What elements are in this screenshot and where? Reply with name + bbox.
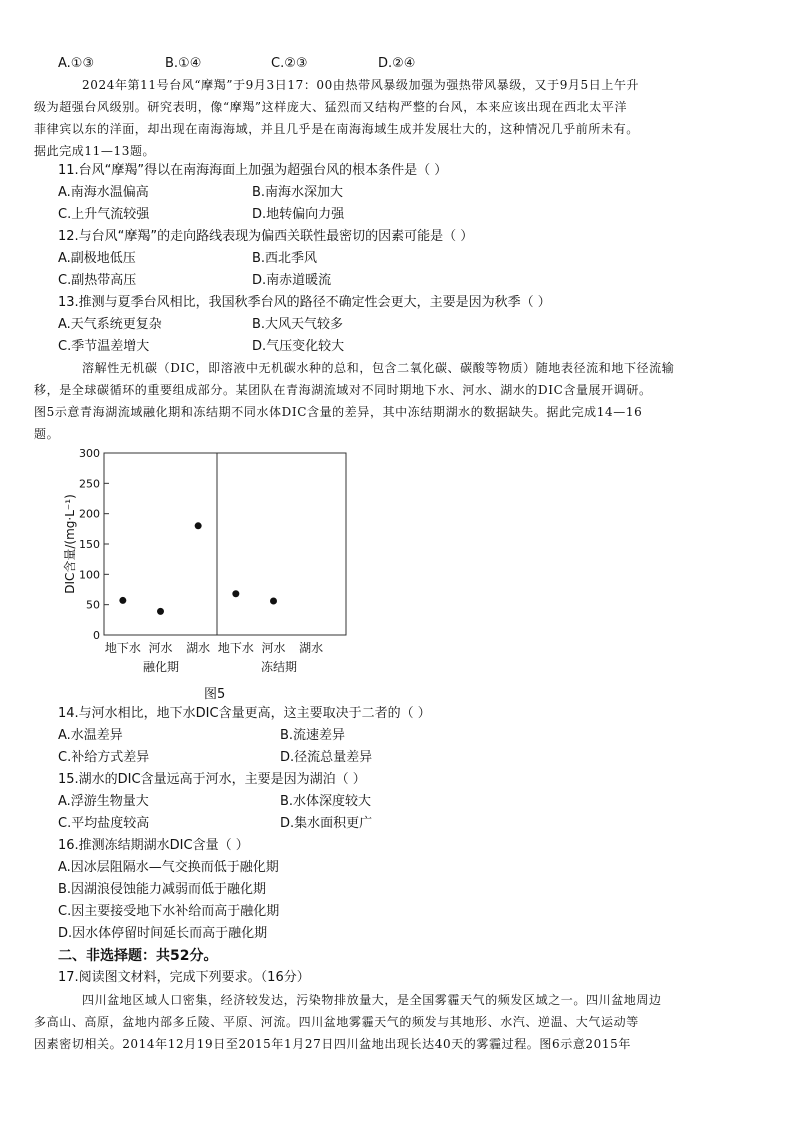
y-tick-label: 0 (93, 629, 100, 642)
y-axis-label: DIC含量/(mg·L⁻¹) (63, 494, 77, 594)
figure-caption: 图5 (204, 687, 226, 702)
question-15-stem: 15.湖水的DIC含量远高于河水，主要是因为湖泊（ ） (58, 772, 366, 787)
x-category-label: 河水 (261, 641, 286, 655)
top-option-c[interactable]: C.②③ (271, 56, 308, 71)
x-category-label: 湖水 (186, 641, 211, 655)
data-point-融化期-河水 (157, 608, 164, 615)
question-12-stem: 12.与台风“摩羯”的走向路线表现为偏西关联性最密切的因素可能是（ ） (58, 229, 474, 244)
question-17-stem: 17.阅读图文材料，完成下列要求。（16分） (58, 970, 310, 985)
q12-option-b[interactable]: B.西北季风 (252, 251, 318, 266)
q11-option-d[interactable]: D.地转偏向力强 (252, 207, 345, 222)
x-category-label: 地下水 (104, 641, 141, 655)
plot-border (104, 453, 346, 635)
top-option-d[interactable]: D.②④ (378, 56, 416, 71)
q16-option-c[interactable]: C.因主要接受地下水补给而高于融化期 (58, 904, 280, 919)
question-11-stem: 11.台风“摩羯”得以在南海海面上加强为超强台风的根本条件是（ ） (58, 163, 448, 178)
y-tick-label: 150 (79, 538, 100, 551)
q14-option-d[interactable]: D.径流总量差异 (280, 750, 373, 765)
q11-option-b[interactable]: B.南海水深加大 (252, 185, 344, 200)
passage-line: 因素密切相关。2014年12月19日至2015年1月27日四川盆地出现长达40天的雾霾过程。图6示意2015年 (34, 1037, 631, 1051)
dic-scatter-chart (58, 445, 358, 705)
data-point-融化期-湖水 (195, 522, 202, 529)
q14-option-a[interactable]: A.水温差异 (58, 728, 123, 743)
question-16-stem: 16.推测冻结期湖水DIC含量（ ） (58, 838, 249, 853)
panel-label-melt: 融化期 (142, 660, 180, 674)
q14-option-c[interactable]: C.补给方式差异 (58, 750, 150, 765)
q13-option-a[interactable]: A.天气系统更复杂 (58, 317, 162, 332)
q13-option-c[interactable]: C.季节温差增大 (58, 339, 150, 354)
passage-dic (34, 357, 738, 445)
q15-option-c[interactable]: C.平均盐度较高 (58, 816, 150, 831)
data-points (119, 522, 277, 615)
q16-option-d[interactable]: D.因水体停留时间延长而高于融化期 (58, 926, 268, 941)
y-tick-label: 300 (79, 447, 100, 460)
passage-sichuan (34, 989, 738, 1055)
passage-line: 级为超强台风级别。研究表明，像“摩羯”这样庞大、猛烈而又结构严整的台风，本来应该出现在西北太平洋 (34, 100, 628, 114)
data-point-融化期-地下水 (119, 597, 126, 604)
passage-line: 据此完成11—13题。 (34, 144, 156, 158)
q12-option-c[interactable]: C.副热带高压 (58, 273, 137, 288)
panel-label-freeze: 冻结期 (260, 660, 298, 674)
question-14-stem: 14.与河水相比，地下水DIC含量更高，这主要取决于二者的（ ） (58, 706, 431, 721)
passage-line: 菲律宾以东的洋面，却出现在南海海域，并且几乎是在南海海域生成并发展壮大的，这种情况几乎前所未有。 (34, 122, 639, 136)
section-2-heading: 二、非选择题：共52分。 (58, 948, 218, 964)
question-13-stem: 13.推测与夏季台风相比，我国秋季台风的路径不确定性会更大，主要是因为秋季（ ） (58, 295, 551, 310)
q15-option-d[interactable]: D.集水面积更广 (280, 816, 373, 831)
q15-option-b[interactable]: B.水体深度较大 (280, 794, 372, 809)
q11-option-a[interactable]: A.南海水温偏高 (58, 185, 149, 200)
q16-option-b[interactable]: B.因湖浪侵蚀能力减弱而低于融化期 (58, 882, 267, 897)
passage-line: 图5示意青海湖流域融化期和冻结期不同水体DIC含量的差异，其中冻结期湖水的数据缺失。据此完成14—16 (34, 405, 643, 419)
passage-line: 四川盆地区域人口密集，经济较发达，污染物排放量大，是全国雾霾天气的频发区域之一。四川盆地周边 (82, 993, 662, 1007)
chart-frame (104, 453, 346, 635)
y-tick-label: 100 (79, 568, 100, 582)
y-tick-label: 50 (86, 598, 100, 612)
q11-option-c[interactable]: C.上升气流较强 (58, 207, 150, 222)
q14-option-b[interactable]: B.流速差异 (280, 728, 346, 743)
q13-option-d[interactable]: D.气压变化较大 (252, 339, 345, 354)
passage-line: 多高山、高原，盆地内部多丘陵、平原、河流。四川盆地雾霾天气的频发与其地形、水汽、逆温、大气运动等 (34, 1015, 639, 1029)
x-category-label: 湖水 (299, 641, 324, 655)
data-point-冻结期-地下水 (232, 590, 239, 597)
x-category-label: 河水 (148, 641, 173, 655)
q16-option-a[interactable]: A.因冰层阻隔水—气交换而低于融化期 (58, 860, 279, 875)
passage-line: 移，是全球碳循环的重要组成部分。某团队在青海湖流域对不同时期地下水、河水、湖水的DIC含量展开调研。 (34, 383, 652, 397)
top-option-b[interactable]: B.①④ (165, 56, 202, 71)
passage-typhoon (34, 74, 738, 162)
q12-option-d[interactable]: D.南赤道暖流 (252, 273, 332, 288)
y-tick-label: 250 (79, 477, 100, 491)
x-labels (105, 640, 323, 655)
q12-option-a[interactable]: A.副极地低压 (58, 251, 136, 266)
top-option-a[interactable]: A.①③ (58, 56, 95, 71)
data-point-冻结期-河水 (270, 598, 277, 605)
q13-option-b[interactable]: B.大风天气较多 (252, 317, 344, 332)
q15-option-a[interactable]: A.浮游生物量大 (58, 794, 149, 809)
passage-line: 溶解性无机碳（DIC，即溶液中无机碳水种的总和，包含二氧化碳、碳酸等物质）随地表径流和地下径流输 (82, 361, 675, 375)
passage-line: 2024年第11号台风“摩羯”于9月3日17：00由热带风暴级加强为强热带风暴级，又于9月5日上午升 (82, 78, 640, 92)
y-tick-label: 200 (79, 507, 100, 521)
x-category-label: 地下水 (217, 641, 254, 655)
passage-line: 题。 (34, 427, 60, 441)
